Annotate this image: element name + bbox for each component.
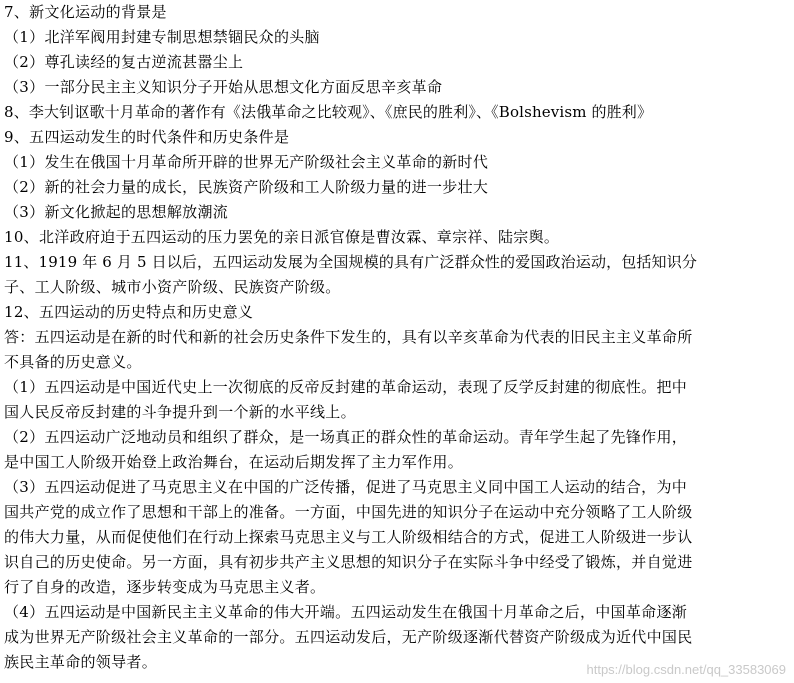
text-line: 族民主革命的领导者。 [4, 653, 158, 671]
text-line: （4）五四运动是中国新民主主义革命的伟大开端。五四运动发生在俄国十月革命之后，中国革命逐渐 [4, 603, 688, 621]
text-line: 答：五四运动是在新的时代和新的社会历史条件下发生的，具有以辛亥革命为代表的旧民主主义革命所 [4, 328, 693, 346]
text-line: 的伟大力量，从而促使他们在行动上探索马克思主义与工人阶级相结合的方式，促进工人阶级进一步认 [4, 528, 693, 546]
text-line: （3）一部分民主主义知识分子开始从思想文化方面反思辛亥革命 [4, 78, 443, 96]
text-line: （2）五四运动广泛地动员和组织了群众，是一场真正的群众性的革命运动。青年学生起了先锋作用， [4, 428, 688, 446]
text-line: 国共产党的成立作了思想和干部上的准备。一方面，中国先进的知识分子在运动中充分领略了工人阶级 [4, 503, 693, 521]
text-line: 10、北洋政府迫于五四运动的压力罢免的亲日派官僚是曹汝霖、章宗祥、陆宗舆。 [4, 228, 560, 246]
text-line: 子、工人阶级、城市小资产阶级、民族资产阶级。 [4, 278, 341, 296]
text-line: 11、1919 年 6 月 5 日以后，五四运动发展为全国规模的具有广泛群众性的爱国政治运动，包括知识分 [4, 253, 697, 271]
text-line: （2）新的社会力量的成长，民族资产阶级和工人阶级力量的进一步壮大 [4, 178, 489, 196]
text-line: 8、李大钊讴歌十月革命的著作有《法俄革命之比较观》、《庶民的胜利》、《Bolshevism 的胜利》 [4, 103, 653, 121]
text-line: 行了自身的改造，逐步转变成为马克思主义者。 [4, 578, 326, 596]
text-line: （2）尊孔读经的复古逆流甚嚣尘上 [4, 53, 244, 71]
text-line: 国人民反帝反封建的斗争提升到一个新的水平线上。 [4, 403, 356, 421]
text-line: （1）五四运动是中国近代史上一次彻底的反帝反封建的革命运动，表现了反学反封建的彻底性。把中 [4, 378, 688, 396]
text-line: 识自己的历史使命。另一方面，具有初步共产主义思想的知识分子在实际斗争中经受了锻炼，并自觉进 [4, 553, 693, 571]
text-line: （1）发生在俄国十月革命所开辟的世界无产阶级社会主义革命的新时代 [4, 153, 489, 171]
text-line: 9、五四运动发生的时代条件和历史条件是 [4, 128, 290, 146]
text-line: （3）五四运动促进了马克思主义在中国的广泛传播，促进了马克思主义同中国工人运动的结合，为中 [4, 478, 688, 496]
text-line: 12、五四运动的历史特点和历史意义 [4, 303, 254, 321]
text-line: 成为世界无产阶级社会主义革命的一部分。五四运动发后，无产阶级逐渐代替资产阶级成为近代中国民 [4, 628, 693, 646]
text-line: 不具备的历史意义。 [4, 353, 142, 371]
text-line: （1）北洋军阀用封建专制思想禁锢民众的头脑 [4, 28, 320, 46]
text-line: 7、新文化运动的背景是 [4, 3, 167, 21]
blog-watermark: https://blog.csdn.net/qq_33583069 [586, 662, 786, 677]
text-line: （3）新文化掀起的思想解放潮流 [4, 203, 229, 221]
text-line: 是中国工人阶级开始登上政治舞台，在运动后期发挥了主力军作用。 [4, 453, 464, 471]
